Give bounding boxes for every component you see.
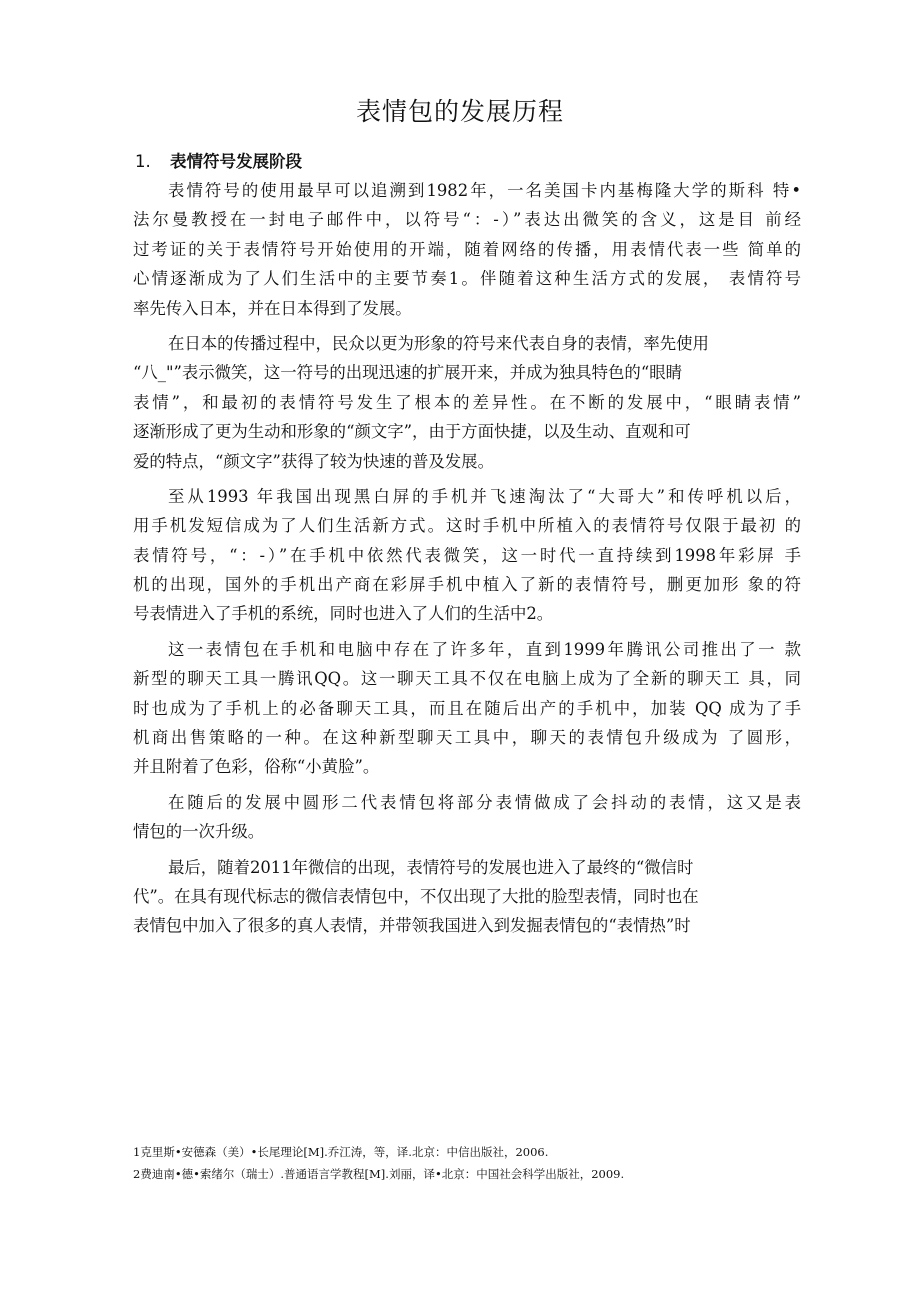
text-line: 心情逐渐成为了人们生活中的主要节奏1。伴随着这种生活方式的发展， 表情符号 bbox=[133, 269, 801, 289]
text-line: 最后，随着2011年微信的出现，表情符号的发展也进入了最终的“微信时 bbox=[168, 857, 694, 877]
text-line: 用手机发短信成为了人们生活新方式。这时手机中所植入的表情符号仅限于最初 的 bbox=[133, 516, 801, 536]
text-line: 机商出售策略的一种。在这种新型聊天工具中，聊天的表情包升级成为 了圆形， bbox=[133, 728, 801, 748]
text-line: 代”。在具有现代标志的微信表情包中，不仅出现了大批的脸型表情，同时也在 bbox=[133, 886, 699, 906]
text-line: 时也成为了手机上的必备聊天工具，而且在随后出产的手机中，加装 QQ 成为了手 bbox=[133, 698, 801, 718]
section-number: 1. bbox=[135, 152, 151, 171]
body-text bbox=[133, 176, 801, 947]
text-line: 号表情进入了手机的系统，同时也进入了人们的生活中2。 bbox=[133, 604, 554, 624]
paragraph-3 bbox=[133, 482, 801, 629]
footnote-2: 2费迪南•德•索绪尔（瑞士）.普通语言学教程[M].刘丽，译•北京：中国社会科学出版社，2009. bbox=[133, 1167, 625, 1181]
text-line: 爱的特点，“颜文字”获得了较为快速的普及发展。 bbox=[133, 451, 494, 471]
text-line: 过考证的关于表情符号开始使用的开端，随着网络的传播，用表情代表一些 简单的 bbox=[133, 239, 801, 259]
paragraph-6 bbox=[133, 853, 801, 941]
text-line: 逐渐形成了更为生动和形象的“颜文字”，由于方面快捷，以及生动、直观和可 bbox=[133, 422, 691, 442]
document-title: 表情包的发展历程 bbox=[355, 97, 564, 126]
text-line: 表情”，和最初的表情符号发生了根本的差异性。在不断的发展中，“眼睛表情” bbox=[133, 392, 801, 412]
text-line: 情包的一次升级。 bbox=[133, 822, 265, 842]
paragraph-4 bbox=[133, 635, 801, 782]
text-line: “八_"”表示微笑，这一符号的出现迅速的扩展开来，并成为独具特色的“眼睛 bbox=[133, 363, 682, 383]
paragraph-5 bbox=[133, 788, 801, 847]
text-line: 表情符号，“：-）”在手机中依然代表微笑，这一时代一直持续到1998年彩屏 手 bbox=[133, 545, 801, 565]
paragraph-1 bbox=[133, 176, 801, 323]
text-line: 至从1993 年我国出现黑白屏的手机并飞速淘汰了“大哥大”和传呼机以后， bbox=[168, 486, 801, 506]
text-line: 新型的聊天工具一腾讯QQ。这一聊天工具不仅在电脑上成为了全新的聊天工 具，同 bbox=[133, 669, 801, 689]
text-line: 率先传入日本，并在日本得到了发展。 bbox=[133, 298, 412, 318]
text-line: 表情包中加入了很多的真人表情，并带领我国进入到发掘表情包的“表情热”时 bbox=[133, 916, 691, 936]
text-line: 法尔曼教授在一封电子邮件中，以符号“：-）”表达出微笑的含义，这是目 前经 bbox=[133, 210, 801, 230]
footnote-1: 1克里斯•安德森（美）•长尾理论[M].乔江涛，等，译.北京：中信出版社，2006. bbox=[133, 1145, 549, 1159]
text-line: 在日本的传播过程中，民众以更为形象的符号来代表自身的表情，率先使用 bbox=[168, 333, 709, 353]
text-line: 在随后的发展中圆形二代表情包将部分表情做成了会抖动的表情，这又是表 bbox=[168, 792, 801, 812]
text-line: 并且附着了色彩，俗称“小黄脸”。 bbox=[133, 757, 380, 777]
section-title: 表情符号发展阶段 bbox=[170, 152, 302, 171]
section-heading bbox=[135, 148, 302, 172]
text-line: 机的出现，国外的手机出产商在彩屏手机中植入了新的表情符号，删更加形 象的符 bbox=[133, 575, 801, 595]
text-line: 这一表情包在手机和电脑中存在了许多年，直到1999年腾讯公司推出了一 款 bbox=[168, 639, 801, 659]
text-line: 表情符号的使用最早可以追溯到1982年，一名美国卡内基梅隆大学的斯科 特• bbox=[168, 181, 801, 200]
paragraph-2 bbox=[133, 329, 801, 476]
